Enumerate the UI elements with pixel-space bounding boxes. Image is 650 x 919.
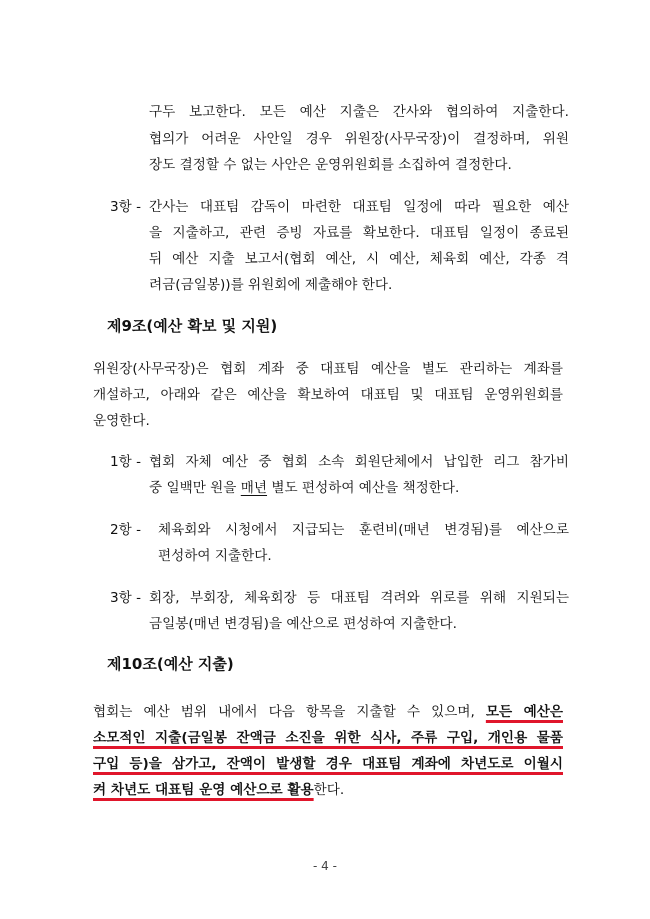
art9-heading: 제9조(예산 확보 및 지원): [107, 317, 278, 335]
art8-line-2: 협의가 어려운 사안일 경우 위원장(사무국장)이 결정하며, 위원: [149, 131, 569, 147]
art10-highlight-2: 소모적인 지출(금일봉 잔액금 소진을 위한 식사, 주류 구입, 개인용 물품: [93, 730, 563, 746]
page-number: - 4 -: [313, 859, 337, 873]
art9-clause1-line-2-post: 별도 편성하여 예산을 책정한다.: [267, 480, 460, 496]
art9-intro-line-3: 운영한다.: [93, 413, 150, 429]
art8-line-1: 구두 보고한다. 모든 예산 지출은 간사와 협의하여 지출한다.: [149, 104, 569, 120]
art10-highlight-4: 켜 차년도 대표팀 운영 예산으로 활용: [93, 782, 314, 798]
art8-clause3-label: 3항 -: [110, 199, 142, 215]
art10-line-1: [93, 703, 563, 721]
art8-clause3-line-1: 간사는 대표팀 감독이 마련한 대표팀 일정에 따라 필요한 예산: [149, 199, 569, 215]
art9-clause1-line-2: [149, 479, 459, 497]
art9-clause3-label: 3항 -: [110, 590, 142, 606]
art9-clause1-line-2-pre: 중 일백만 원을: [149, 480, 241, 496]
art10-line-4: [93, 781, 344, 799]
art8-clause3-line-2: 을 지출하고, 관련 증빙 자료를 확보한다. 대표팀 일정이 종료된: [149, 225, 569, 241]
art9-intro-line-1: 위원장(사무국장)은 협회 계좌 중 대표팀 예산을 별도 관리하는 계좌를: [93, 361, 563, 377]
art8-line-3: 장도 결정할 수 없는 사안은 운영위원회를 소집하여 결정한다.: [149, 157, 512, 173]
art9-clause1-label: 1항 -: [110, 454, 142, 470]
art10-line-2: [93, 729, 563, 747]
art9-clause2-label: 2항 -: [110, 522, 142, 538]
art10-highlight-3: 구입 등)을 삼가고, 잔액이 발생할 경우 대표팀 계좌에 차년도로 이월시: [93, 756, 563, 772]
art9-clause3-line-2: 금일봉(매년 변경됨)을 예산으로 편성하여 지출한다.: [149, 616, 457, 632]
art10-line-4-plain: 한다.: [313, 782, 345, 798]
art8-clause3-line-3: 뒤 예산 지출 보고서(협회 예산, 시 예산, 체육회 예산, 각종 격: [149, 251, 569, 267]
art9-clause2-line-2: 편성하여 지출한다.: [158, 548, 272, 564]
art10-line-3: [93, 755, 563, 773]
annual-underlined-text: 매년: [240, 480, 268, 496]
art8-clause3-line-4: 려금(금일봉))를 위원회에 제출해야 한다.: [149, 277, 393, 293]
art9-clause1-line-1: 협회 자체 예산 중 협회 소속 회원단체에서 납입한 리그 참가비: [149, 454, 569, 470]
art10-heading: 제10조(예산 지출): [107, 655, 234, 673]
art10-line-1-plain: 협회는 예산 범위 내에서 다음 항목을 지출할 수 있으며,: [93, 704, 486, 720]
art10-highlight-1: 모든 예산은: [485, 704, 563, 720]
art9-intro-line-2: 개설하고, 아래와 같은 예산을 확보하여 대표팀 및 대표팀 운영위원회를: [93, 387, 563, 403]
art9-clause3-line-1: 회장, 부회장, 체육회장 등 대표팀 격려와 위로를 위해 지원되는: [149, 590, 569, 606]
art9-clause2-line-1: 체육회와 시청에서 지급되는 훈련비(매년 변경됨)를 예산으로: [158, 522, 569, 538]
